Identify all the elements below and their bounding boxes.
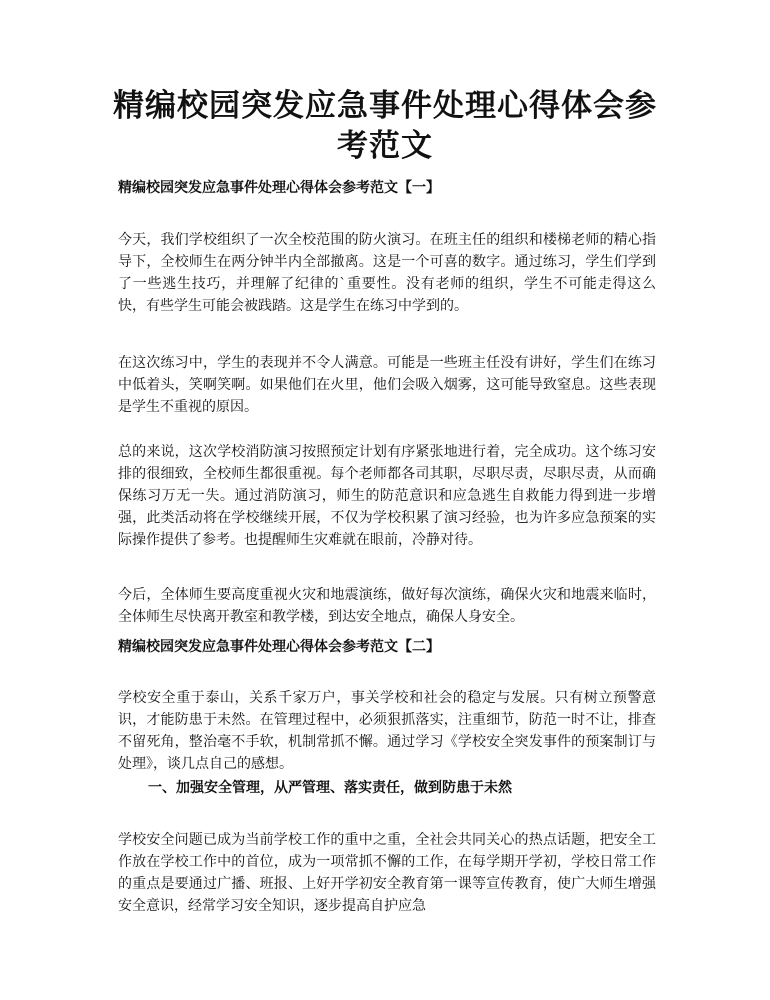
section-one-heading: 精编校园突发应急事件处理心得体会参考范文【一】 [118, 180, 440, 196]
section-one-paragraph-4: 今后，全体师生要高度重视火灾和地震演练，做好每次演练，确保火灾和地震来临时，全体师生尽快离开教室和教学楼，到达安全地点，确保人身安全。 [118, 587, 656, 625]
document-title: 精编校园突发应急事件处理心得体会参考范文 [113, 88, 657, 164]
section-two-subheading: 一、加强安全管理，从严管理、落实责任，做到防患于未然 [148, 780, 512, 796]
section-one-paragraph-2: 在这次练习中，学生的表现并不令人满意。可能是一些班主任没有讲好，学生们在练习中低着头，笑啊笑啊。如果他们在火里，他们会吸入烟雾，这可能导致窒息。这些表现是学生不重视的原因。 [118, 355, 656, 415]
section-two-intro: 学校安全重于泰山，关系千家万户，事关学校和社会的稳定与发展。只有树立预警意识，才能防患于未然。在管理过程中，必须狠抓落实，注重细节，防范一时不让，排查不留死角，整治毫不手软，机制常抓不懈。通过学习《学校安全突发事件的预案制订与处理》，谈几点自己的感想。 [118, 690, 656, 772]
section-one-paragraph-1: 今天，我们学校组织了一次全校范围的防火演习。在班主任的组织和楼梯老师的精心指导下，全校师生在两分钟半内全部撤离。这是一个可喜的数字。通过练习，学生们学到了一些逃生技巧，并理解了纪律的`重要性。没有老师的组织，学生不可能走得这么快，有些学生可能会被践踏。这是学生在练习中学到的。 [118, 232, 656, 314]
section-two-body: 学校安全问题已成为当前学校工作的重中之重，全社会共同关心的热点话题，把安全工作放在学校工作中的首位，成为一项常抓不懈的工作，在每学期开学初，学校日常工作的重点是要通过广播、班报、上好开学初安全教育第一课等宣传教育，使广大师生增强安全意识，经常学习安全知识，逐步提高自护应急 [118, 832, 656, 914]
section-two-heading: 精编校园突发应急事件处理心得体会参考范文【二】 [118, 639, 440, 655]
section-one-paragraph-3: 总的来说，这次学校消防演习按照预定计划有序紧张地进行着，完全成功。这个练习安排的很细致，全校师生都很重视。每个老师都各司其职，尽职尽责，尽职尽责，从而确保练习万无一失。通过消防演习，师生的防范意识和应急逃生自救能力得到进一步增强，此类活动将在学校继续开展，不仅为学校积累了演习经验，也为许多应急预案的实际操作提供了参考。也提醒师生灾难就在眼前，冷静对待。 [118, 444, 656, 548]
